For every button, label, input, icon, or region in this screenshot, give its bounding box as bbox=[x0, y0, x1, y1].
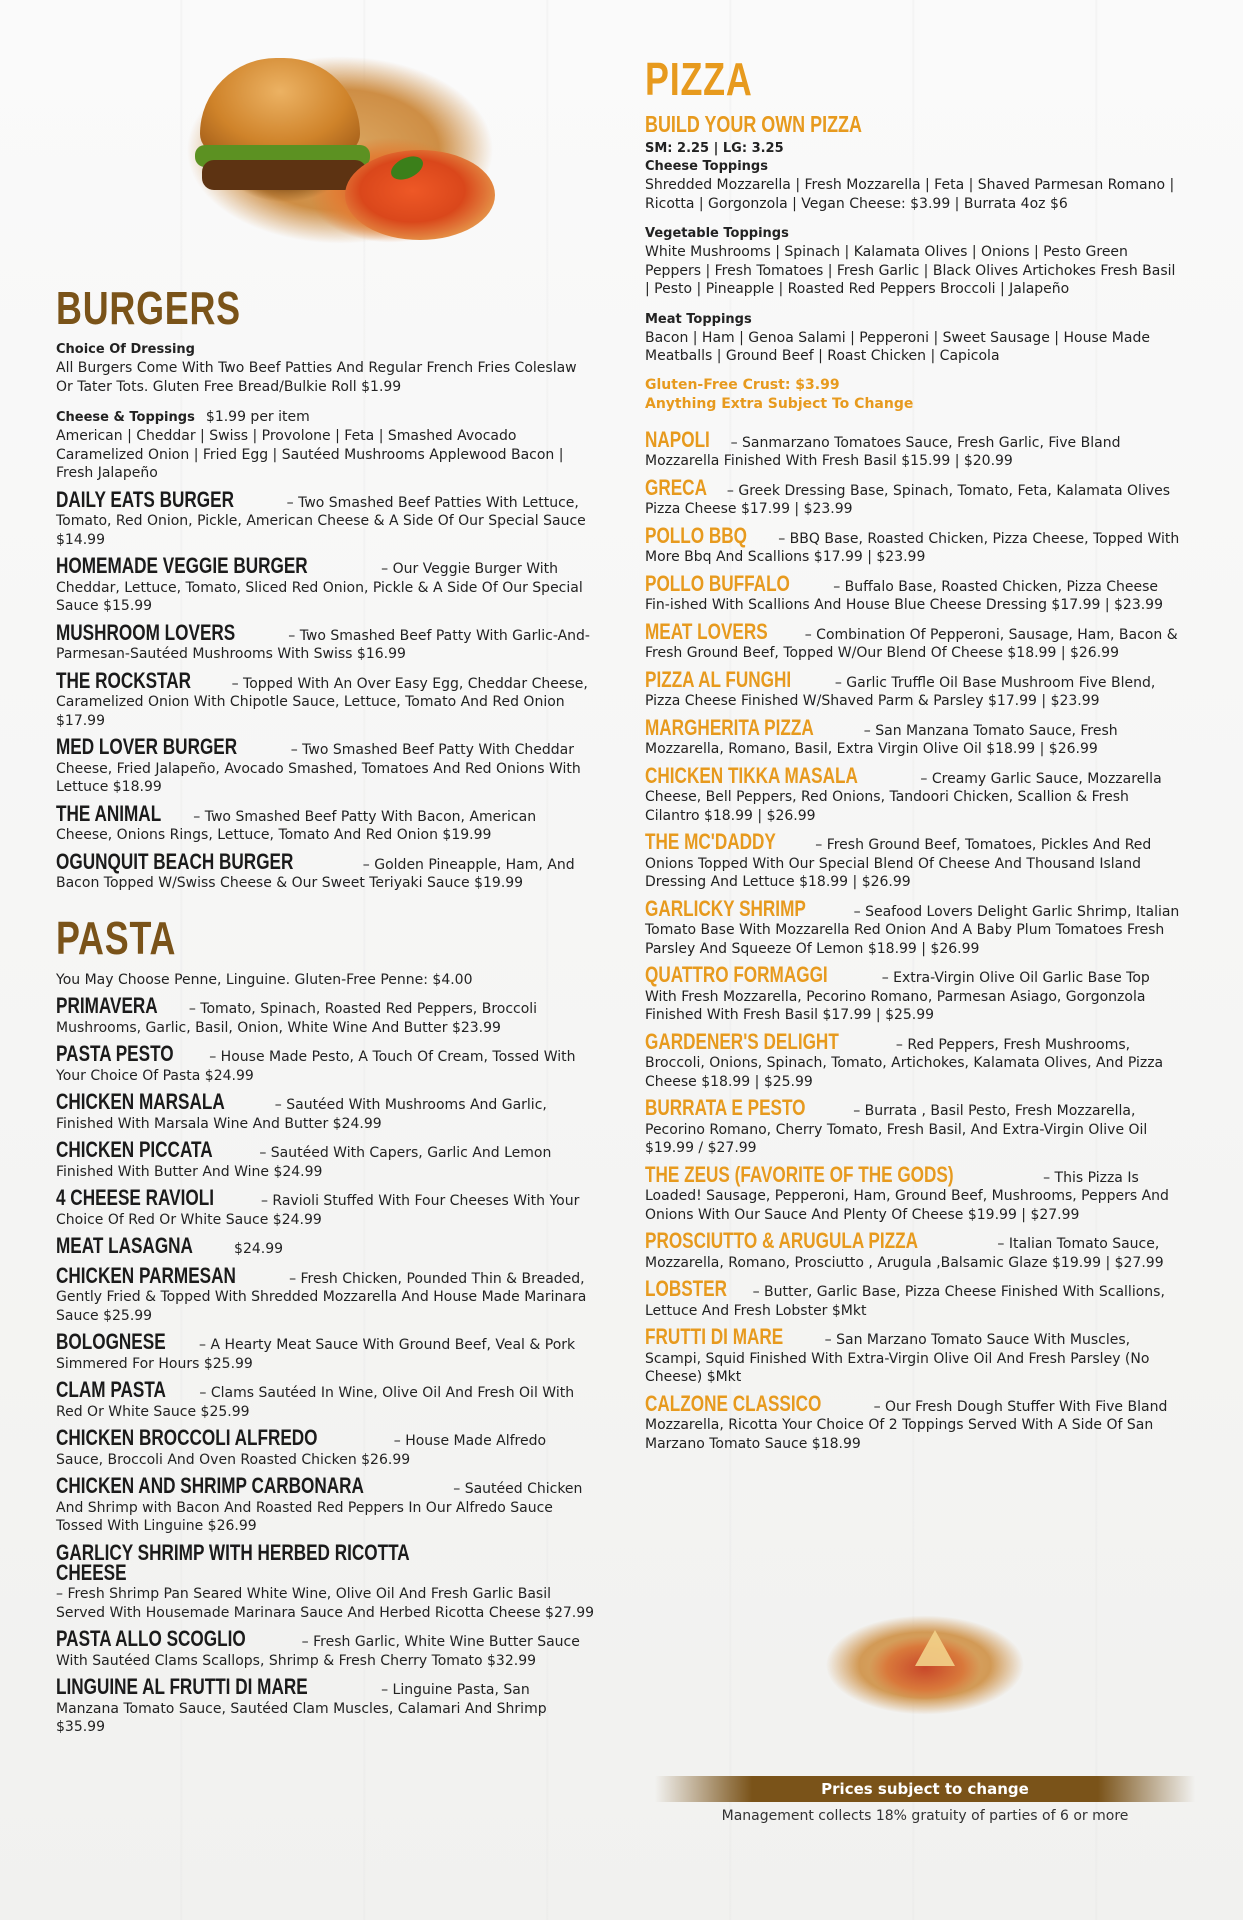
pasta-item bbox=[56, 1377, 596, 1421]
left-column bbox=[56, 282, 596, 1737]
build-your-own-title: BUILD YOUR OWN PIZZA bbox=[645, 111, 862, 137]
pizza-list bbox=[645, 426, 1180, 1454]
pizza-sizes: SM: 2.25 | LG: 3.25 bbox=[645, 141, 784, 157]
pizza-name: POLLO BUFFALO bbox=[645, 570, 790, 596]
pizza-name: POLLO BBQ bbox=[645, 522, 748, 548]
pasta-item bbox=[56, 1233, 596, 1259]
pizza-desc: – San Manzana Tomato Sauce, Fresh Mozzarella, Romano, Basil, Extra Virgin Olive Oil $18.99 | $26.99 bbox=[645, 722, 1118, 758]
pizza-item bbox=[645, 1324, 1180, 1387]
pizza-item bbox=[645, 1028, 1180, 1092]
burger-name: THE ANIMAL bbox=[56, 800, 162, 826]
pasta-name: MEAT LASAGNA bbox=[56, 1233, 193, 1258]
pasta-desc: – Fresh Shrimp Pan Seared White Wine, Olive Oil And Fresh Garlic Basil Served With Housemade Marinara Sauce And Herbed Ricotta Cheese $27.99 bbox=[56, 1586, 595, 1621]
toppings-price: $1.99 per item bbox=[205, 409, 310, 425]
vegetable-toppings-text: White Mushrooms | Spinach | Kalamata Olives | Onions | Pesto Green Peppers | Fresh Tomatoes | Fresh Garlic | Black Olives Artichokes Fresh Basil | Pesto | Pineapple | Roasted Red Peppers Broccoli | Jalapeño bbox=[645, 244, 1176, 298]
burger-desc: – Two Smashed Beef Patty With Bacon, American Cheese, Onions Rings, Lettuce, Tomato And Red Onion $19.99 bbox=[56, 808, 537, 843]
pizza-name: PROSCIUTTO & ARUGULA PIZZA bbox=[645, 1228, 918, 1254]
pizza-item bbox=[645, 1161, 1180, 1225]
pizza-desc: – Italian Tomato Sauce, Mozzarella, Romano, Prosciutto , Arugula ,Balsamic Glaze $19.99 | $27.99 bbox=[645, 1236, 1164, 1271]
pizza-name: PIZZA AL FUNGHI bbox=[645, 666, 792, 692]
extra-note: Anything Extra Subject To Change bbox=[645, 395, 914, 412]
pasta-list bbox=[56, 993, 596, 1737]
pasta-item bbox=[56, 1473, 596, 1536]
pasta-desc: – Clams Sautéed In Wine, Olive Oil And Fresh Oil With Red Or White Sauce $25.99 bbox=[56, 1385, 575, 1420]
pasta-desc: – A Hearty Meat Sauce With Ground Beef, Veal & Pork Simmered For Hours $25.99 bbox=[56, 1337, 576, 1372]
pizza-item bbox=[645, 570, 1180, 615]
pizza-name: BURRATA E PESTO bbox=[645, 1095, 806, 1121]
pasta-name: CHICKEN MARSALA bbox=[56, 1089, 225, 1114]
pizza-desc: – This Pizza Is Loaded! Sausage, Pepperoni, Ham, Ground Beef, Mushrooms, Peppers And Onions With Our Sauce And Plenty Of Cheese $19.99 | $27.99 bbox=[645, 1169, 1169, 1223]
burger-desc: – Golden Pineapple, Ham, And Bacon Topped W/Swiss Cheese & Our Sweet Teriyaki Sauce $19.99 bbox=[56, 856, 575, 891]
cheese-toppings-text: Shredded Mozzarella | Fresh Mozzarella | Feta | Shaved Parmesan Romano | Ricotta | Gorgonzola | Vegan Cheese: $3.99 | Burrata 4oz $6 bbox=[645, 177, 1175, 212]
cheese-toppings-label: Cheese Toppings bbox=[645, 159, 768, 175]
pasta-name: CHICKEN AND SHRIMP CARBONARA bbox=[56, 1473, 364, 1498]
pasta-item bbox=[56, 1674, 596, 1737]
burger-desc: – Two Smashed Beef Patties With Lettuce, Tomato, Red Onion, Pickle, American Cheese & A Side Of Our Special Sauce $14.99 bbox=[56, 494, 586, 548]
pasta-name: GARLICY SHRIMP WITH HERBED RICOTTA CHEESE bbox=[56, 1539, 410, 1585]
burger-name: THE ROCKSTAR bbox=[56, 667, 192, 693]
pizza-desc: – San Marzano Tomato Sauce With Muscles, Scampi, Squid Finished With Extra-Virgin Olive Oil And Fresh Parsley (No Cheese) $Mkt bbox=[645, 1332, 1150, 1386]
burger-name: HOMEMADE VEGGIE BURGER bbox=[56, 553, 308, 578]
pizza-item bbox=[645, 1276, 1180, 1320]
pasta-item bbox=[56, 1089, 596, 1133]
burger-item bbox=[56, 734, 596, 797]
meat-toppings-label: Meat Toppings bbox=[645, 311, 752, 327]
toppings-text: American | Cheddar | Swiss | Provolone | Feta | Smashed Avocado Caramelized Onion | Fried Egg | Sautéed Mushrooms Applewood Bacon | Fresh Jalapeño bbox=[56, 428, 564, 481]
pizza-desc: – Creamy Garlic Sauce, Mozzarella Cheese, Bell Peppers, Red Onions, Tandoori Chicken, Scallion & Fresh Cilantro $18.99 | $26.99 bbox=[645, 770, 1162, 824]
pizza-item bbox=[645, 618, 1180, 663]
pizza-name: FRUTTI DI MARE bbox=[645, 1324, 784, 1350]
prices-subject-banner: Prices subject to change bbox=[655, 1776, 1195, 1802]
pizza-item bbox=[645, 474, 1180, 519]
burger-name: OGUNQUIT BEACH BURGER bbox=[56, 848, 294, 874]
meat-toppings-text: Bacon | Ham | Genoa Salami | Pepperoni | Sweet Sausage | House Made Meatballs | Ground Beef | Roast Chicken | Capicola bbox=[645, 329, 1150, 365]
burger-item bbox=[56, 667, 596, 731]
pasta-name: PRIMAVERA bbox=[56, 993, 158, 1018]
cheese-pull-image bbox=[915, 1630, 955, 1666]
pasta-name: LINGUINE AL FRUTTI DI MARE bbox=[56, 1674, 308, 1699]
pizza-name: GRECA bbox=[645, 474, 707, 500]
pasta-desc: – Sautéed With Capers, Garlic And Lemon Finished With Butter And Wine $24.99 bbox=[56, 1145, 552, 1180]
burger-desc: – Our Veggie Burger With Cheddar, Lettuce, Tomato, Sliced Red Onion, Pickle & A Side Of Our Special Sauce $15.99 bbox=[56, 561, 583, 614]
pasta-title: PASTA bbox=[56, 911, 177, 964]
pasta-desc: – Sautéed Chicken And Shrimp with Bacon And Roasted Red Peppers In Our Alfredo Sauce Tossed With Linguine $26.99 bbox=[56, 1481, 583, 1534]
pizza-photo bbox=[820, 1610, 1030, 1720]
pasta-item bbox=[56, 1329, 596, 1373]
burger-name: MED LOVER BURGER bbox=[56, 734, 238, 759]
pizza-name: MEAT LOVERS bbox=[645, 618, 768, 644]
pasta-item bbox=[56, 1041, 596, 1085]
pasta-desc: – Sautéed With Mushrooms And Garlic, Finished With Marsala Wine And Butter $24.99 bbox=[56, 1097, 547, 1132]
pasta-item bbox=[56, 993, 596, 1037]
pizza-item bbox=[645, 522, 1180, 567]
vegetable-toppings-label: Vegetable Toppings bbox=[645, 226, 789, 242]
pizza-item bbox=[645, 1228, 1180, 1272]
burger-bun-image bbox=[200, 58, 360, 153]
pizza-name: CALZONE CLASSICO bbox=[645, 1390, 822, 1416]
pizza-name: QUATTRO FORMAGGI bbox=[645, 962, 828, 988]
pizza-desc: – Garlic Truffle Oil Base Mushroom Five Blend, Pizza Cheese Finished W/Shaved Parm & Parsley $17.99 | $23.99 bbox=[645, 674, 1156, 710]
pizza-name: GARLICKY SHRIMP bbox=[645, 895, 806, 921]
toppings-label: Cheese & Toppings bbox=[56, 410, 195, 425]
pizza-desc: – Fresh Ground Beef, Tomatoes, Pickles And Red Onions Topped With Our Special Blend Of Cheese And Thousand Island Dressing And Lettuce $18.99 | $26.99 bbox=[645, 837, 1152, 891]
pizza-item bbox=[645, 714, 1180, 759]
right-column bbox=[645, 53, 1180, 1453]
pizza-desc: – BBQ Base, Roasted Chicken, Pizza Cheese, Topped With More Bbq And Scallions $17.99 | $23.99 bbox=[645, 530, 1180, 566]
pizza-item bbox=[645, 762, 1180, 826]
pizza-name: LOBSTER bbox=[645, 1276, 727, 1302]
pizza-desc: – Combination Of Pepperoni, Sausage, Ham, Bacon & Fresh Ground Beef, Topped W/Our Blend Of Cheese $18.99 | $26.99 bbox=[645, 626, 1178, 662]
pasta-name: CHICKEN PARMESAN bbox=[56, 1262, 236, 1288]
burger-item bbox=[56, 848, 596, 893]
burger-list bbox=[56, 486, 596, 893]
pizza-desc: – Buffalo Base, Roasted Chicken, Pizza Cheese Fin-ished With Scallions And House Blue Cheese Dressing $17.99 | $23.99 bbox=[645, 578, 1163, 614]
pizza-item bbox=[645, 829, 1180, 892]
pasta-name: PASTA PESTO bbox=[56, 1041, 174, 1066]
pizza-desc: – Butter, Garlic Base, Pizza Cheese Finished With Scallions, Lettuce And Fresh Lobster $Mkt bbox=[645, 1284, 1165, 1319]
pizza-item bbox=[645, 1095, 1180, 1158]
pizza-name: THE MC'DADDY bbox=[645, 829, 776, 855]
pasta-name: CHICKEN PICCATA bbox=[56, 1137, 213, 1162]
dressing-label: Choice Of Dressing bbox=[56, 342, 195, 357]
burger-desc: – Two Smashed Beef Patty With Garlic-And-Parmesan-Sautéed Mushrooms With Swiss $16.99 bbox=[56, 627, 590, 662]
pasta-item bbox=[56, 1262, 596, 1326]
pasta-item bbox=[56, 1425, 596, 1469]
pasta-item bbox=[56, 1137, 596, 1181]
burger-desc: – Two Smashed Beef Patty With Cheddar Cheese, Fried Jalapeño, Avocado Smashed, Tomatoes And Red Onions With Lettuce $18.99 bbox=[56, 742, 581, 795]
pizza-item bbox=[645, 426, 1180, 471]
pizza-name: THE ZEUS (FAVORITE OF THE GODS) bbox=[645, 1161, 954, 1187]
burger-name: MUSHROOM LOVERS bbox=[56, 619, 236, 645]
pasta-desc: $24.99 bbox=[234, 1241, 284, 1257]
pasta-desc: – Fresh Garlic, White Wine Butter Sauce With Sautéed Clams Scallops, Shrimp & Fresh Cherry Tomato $32.99 bbox=[56, 1634, 580, 1669]
pasta-desc: – Fresh Chicken, Pounded Thin & Breaded, Gently Fried & Topped With Shredded Mozzarella And House Made Marinara Sauce $25.99 bbox=[56, 1270, 587, 1324]
pasta-name: CHICKEN BROCCOLI ALFREDO bbox=[56, 1425, 318, 1450]
pasta-name: PASTA ALLO SCOGLIO bbox=[56, 1626, 246, 1651]
pasta-name: CLAM PASTA bbox=[56, 1377, 166, 1402]
pizza-desc: – Our Fresh Dough Stuffer With Five Bland Mozzarella, Ricotta Your Choice Of 2 Toppings Served With A Side Of San Marzano Tomato Sauce $18.99 bbox=[645, 1398, 1168, 1452]
pizza-title: PIZZA bbox=[645, 53, 753, 105]
pizza-item bbox=[645, 895, 1180, 959]
pizza-name: MARGHERITA PIZZA bbox=[645, 714, 814, 740]
pasta-desc: – House Made Pesto, A Touch Of Cream, Tossed With Your Choice Of Pasta $24.99 bbox=[56, 1049, 576, 1084]
pasta-name: 4 CHEESE RAVIOLI bbox=[56, 1185, 214, 1210]
pizza-desc: – Burrata , Basil Pesto, Fresh Mozzarella, Pecorino Romano, Cherry Tomato, Fresh Basil, And Extra-Virgin Olive Oil $19.99 / $27.99 bbox=[645, 1103, 1148, 1157]
pizza-name: CHICKEN TIKKA MASALA bbox=[645, 762, 858, 788]
pasta-intro: You May Choose Penne, Linguine. Gluten-Free Penne: $4.00 bbox=[56, 971, 473, 988]
pizza-desc: – Red Peppers, Fresh Mushrooms, Broccoli, Onions, Spinach, Tomato, Artichokes, Kalamata Olives, And Pizza Cheese $18.99 | $25.99 bbox=[645, 1036, 1164, 1090]
dressing-text: All Burgers Come With Two Beef Patties And Regular French Fries Coleslaw Or Tater Tots. Gluten Free Bread/Bulkie Roll $1.99 bbox=[56, 360, 577, 395]
pasta-desc: – House Made Alfredo Sauce, Broccoli And Oven Roasted Chicken $26.99 bbox=[56, 1433, 547, 1468]
pizza-desc: – Greek Dressing Base, Spinach, Tomato, Feta, Kalamata Olives Pizza Cheese $17.99 | $23.99 bbox=[645, 482, 1171, 518]
pasta-desc: – Ravioli Stuffed With Four Cheeses With Your Choice Of Red Or White Sauce $24.99 bbox=[56, 1193, 580, 1228]
pasta-desc: – Linguine Pasta, San Manzana Tomato Sauce, Sautéed Clam Muscles, Calamari And Shrimp $35.99 bbox=[56, 1682, 547, 1735]
pasta-name: BOLOGNESE bbox=[56, 1329, 166, 1354]
burger-desc: – Topped With An Over Easy Egg, Cheddar Cheese, Caramelized Onion With Chipotle Sauce, Lettuce, Tomato And Red Onion $17.99 bbox=[56, 675, 588, 729]
burger-pizza-photo bbox=[140, 40, 510, 250]
pizza-desc: – Extra-Virgin Olive Oil Garlic Base Top With Fresh Mozzarella, Pecorino Romano, Parmesan Asiago, Gorgonzola Finished With Fresh Basil $17.99 | $25.99 bbox=[645, 970, 1150, 1024]
pasta-item bbox=[56, 1626, 596, 1670]
pizza-name: NAPOLI bbox=[645, 426, 710, 452]
pasta-item bbox=[56, 1539, 596, 1623]
gratuity-note: Management collects 18% gratuity of parties of 6 or more bbox=[721, 1808, 1129, 1824]
pizza-item bbox=[645, 962, 1180, 1025]
burger-item bbox=[56, 619, 596, 664]
burger-item bbox=[56, 553, 596, 616]
burger-item bbox=[56, 800, 596, 845]
pizza-item bbox=[645, 666, 1180, 711]
pizza-name: GARDENER'S DELIGHT bbox=[645, 1028, 839, 1054]
pizza-item bbox=[645, 1390, 1180, 1454]
pasta-item bbox=[56, 1185, 596, 1229]
burger-name: DAILY EATS BURGER bbox=[56, 486, 234, 512]
pasta-desc: – Tomato, Spinach, Roasted Red Peppers, Broccoli Mushrooms, Garlic, Basil, Onion, White Wine And Butter $23.99 bbox=[56, 1001, 538, 1036]
burger-item bbox=[56, 486, 596, 550]
pizza-desc: – Seafood Lovers Delight Garlic Shrimp, Italian Tomato Base With Mozzarella Red Onion And A Baby Plum Tomatoes Fresh Parsley And Squeeze Of Lemon $18.99 | $26.99 bbox=[645, 903, 1180, 957]
gluten-free-note: Gluten-Free Crust: $3.99 bbox=[645, 376, 840, 393]
pizza-desc: – Sanmarzano Tomatoes Sauce, Fresh Garlic, Five Bland Mozzarella Finished With Fresh Basil $15.99 | $20.99 bbox=[645, 434, 1121, 470]
burger-patty-image bbox=[202, 160, 367, 190]
burgers-title: BURGERS bbox=[56, 282, 241, 334]
